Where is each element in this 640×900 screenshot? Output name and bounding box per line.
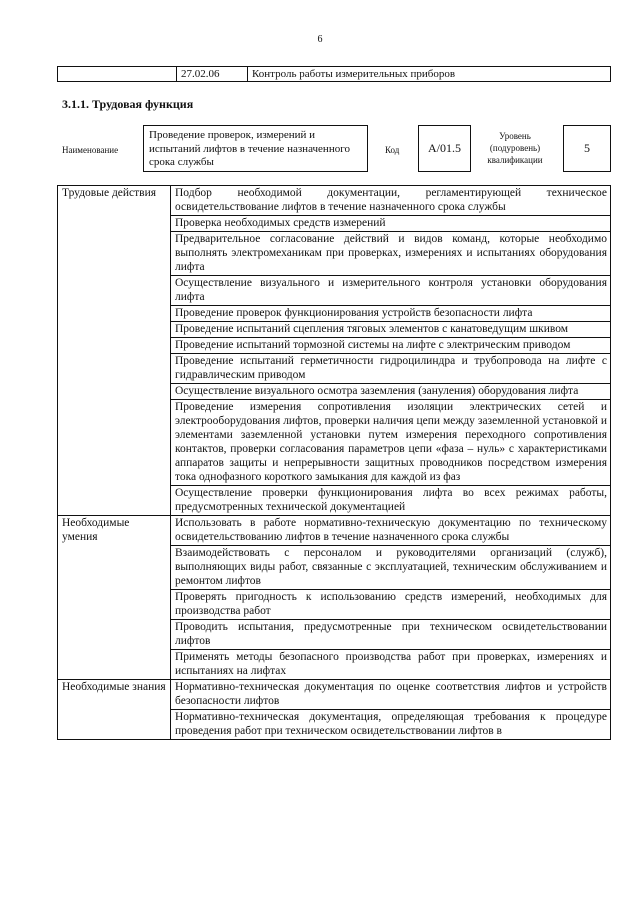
table-cell: Взаимодействовать с персоналом и руководителями организаций (служб), выполняющих виды работ, связанные с эксплуатацией, техническим обслуживанием и ремонтом лифтов bbox=[171, 546, 611, 590]
table-cell: Нормативно-техническая документация, определяющая требования к процедуре проведения работ при техническом освидетельствовании лифтов в bbox=[171, 710, 611, 740]
function-name-cell: Контроль работы измерительных приборов bbox=[252, 68, 456, 80]
table-cell: Подбор необходимой документации, регламентирующей техническое освидетельствование лифтов в течение назначенного срока службы bbox=[171, 186, 611, 216]
section-title: 3.1.1. Трудовая функция bbox=[62, 97, 194, 111]
table-cell: Проведение испытаний тормозной системы на лифте с электрическим приводом bbox=[171, 338, 611, 354]
table-cell: Предварительное согласование действий и видов команд, которые необходимо выполнять электромеханикам при проверках, измерениях и испытаниях оборудования лифта bbox=[171, 232, 611, 276]
table-cell: Проверять пригодность к использованию средств измерений, необходимых для производства работ bbox=[171, 590, 611, 620]
table-cell: Проведение проверок функционирования устройств безопасности лифта bbox=[171, 306, 611, 322]
table-cell: Осуществление визуального осмотра заземления (зануления) оборудования лифта bbox=[171, 384, 611, 400]
code-label: Код bbox=[385, 145, 400, 155]
table-cell: Проведение измерения сопротивления изоляции электрических сетей и электрооборудования лифтов, проверки наличия цепи между заземленной установкой и элементами заземленной установки путем измерения переходного сопротивления контактов, проверки согласования параметров цепи «фаза – нуль» с характеристиками аппаратов защиты и непрерывности защитных проводников посредством измерения тока однофазного короткого замыкания для каждой из фаз bbox=[171, 400, 611, 486]
function-code-cell: 27.02.06 bbox=[177, 67, 248, 81]
group-title: Необходимые знания bbox=[58, 680, 171, 740]
table-cell: Проведение испытаний сцепления тяговых элементов с канатоведущим шкивом bbox=[171, 322, 611, 338]
labor-function-table bbox=[57, 185, 611, 740]
page-number: 6 bbox=[317, 34, 323, 45]
table-cell: Нормативно-техническая документация по оценке соответствия лифтов и устройств безопасности лифтов bbox=[171, 680, 611, 710]
name-label: Наименование bbox=[62, 145, 119, 155]
empty-cell bbox=[58, 67, 177, 81]
table-row bbox=[58, 680, 611, 710]
table-cell: Проводить испытания, предусмотренные при техническом освидетельствовании лифтов bbox=[171, 620, 611, 650]
table-row bbox=[58, 186, 611, 216]
qualification-level-value: 5 bbox=[563, 125, 611, 172]
table-cell: Применять методы безопасного производства работ при проверках, измерениях и испытаниях на лифтах bbox=[171, 650, 611, 680]
table-row bbox=[58, 516, 611, 546]
group-title: Трудовые действия bbox=[58, 186, 171, 516]
code-value-box: A/01.5 bbox=[418, 125, 471, 172]
name-value-box: Проведение проверок, измерений и испытаний лифтов в течение назначенного срока службы bbox=[143, 125, 368, 172]
table-cell: Осуществление визуального и измерительного контроля установки оборудования лифта bbox=[171, 276, 611, 306]
table-cell: Проверка необходимых средств измерений bbox=[171, 216, 611, 232]
previous-table-last-row bbox=[57, 66, 611, 82]
table-cell: Проведение испытаний герметичности гидроцилиндра и трубопровода на лифте с гидравлическим приводом bbox=[171, 354, 611, 384]
qualification-level-label: Уровень (подуровень) квалификации bbox=[487, 131, 543, 165]
table-cell: Использовать в работе нормативно-техническую документацию по техническому освидетельствованию лифтов в течение назначенного срока службы bbox=[171, 516, 611, 546]
group-title: Необходимые умения bbox=[58, 516, 171, 680]
table-cell: Осуществление проверки функционирования лифта во всех режимах работы, предусмотренных технической документацией bbox=[171, 486, 611, 516]
